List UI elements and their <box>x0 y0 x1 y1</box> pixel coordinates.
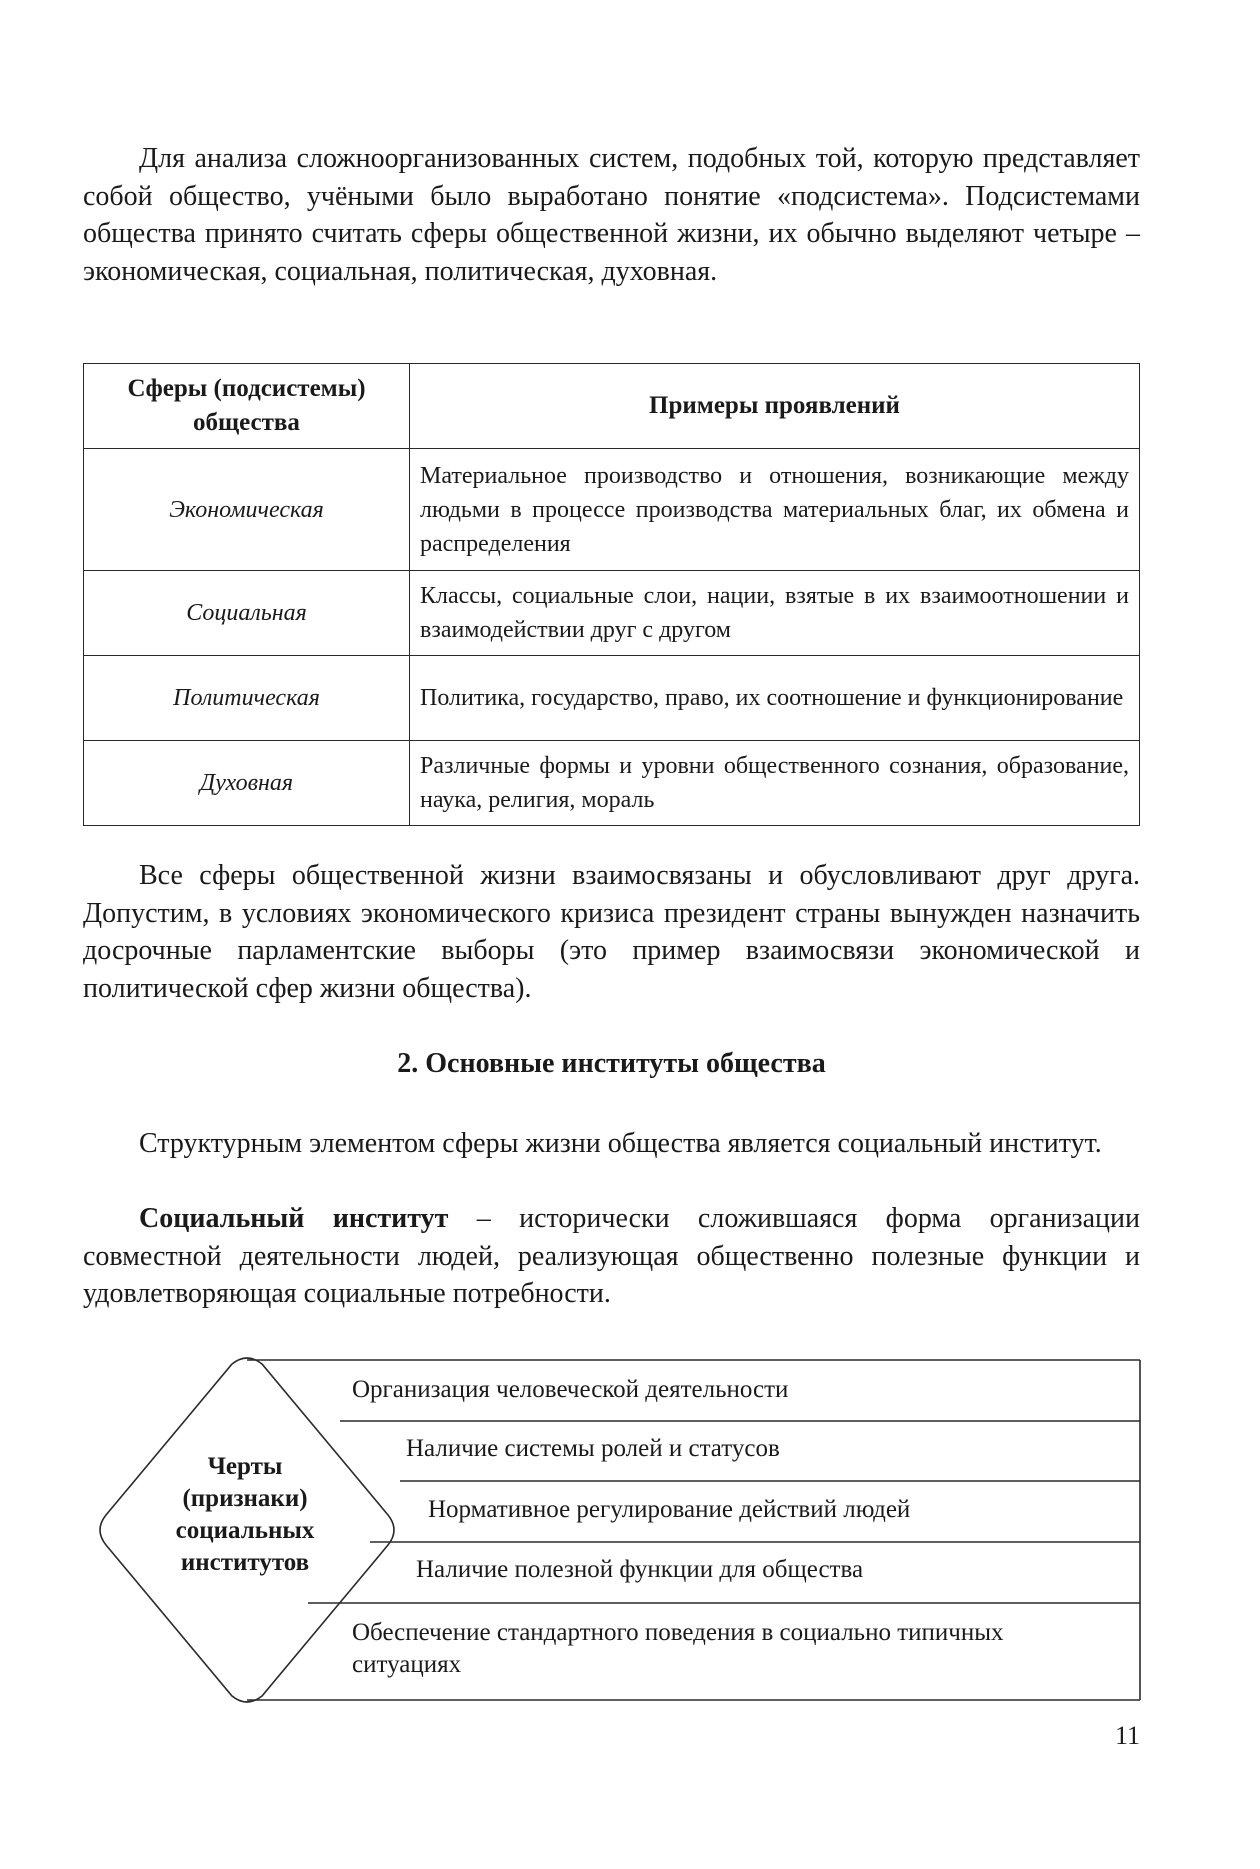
sphere-description: Политика, государство, право, их соотношение и функционирование <box>410 656 1140 741</box>
table-row <box>84 656 1140 741</box>
feature-item: Наличие полезной функции для общества <box>416 1556 864 1583</box>
definition-term: Социальный институт <box>139 1203 449 1234</box>
sphere-description: Различные формы и уровни общественного сознания, образование, наука, религия, мораль <box>410 741 1140 826</box>
table-header-examples: Примеры проявлений <box>410 364 1140 449</box>
feature-item: Обеспечение стандартного поведения в социально типичных ситуациях <box>352 1619 1004 1678</box>
sphere-name: Политическая <box>84 656 410 741</box>
table-header-row <box>84 364 1140 449</box>
sphere-description: Материальное производство и отношения, возникающие между людьми в процессе производства материальных благ, их обмена и распределения <box>410 449 1140 571</box>
feature-item: Организация человеческой деятельности <box>352 1376 789 1403</box>
diagram-center-label: Черты (признаки) социальных институтов <box>175 1453 315 1576</box>
diamond-shape <box>100 1358 394 1702</box>
table-row <box>84 741 1140 826</box>
spheres-table <box>83 363 1140 826</box>
sphere-description: Классы, социальные слои, нации, взятые в их взаимоотношении и взаимодействии друг с другом <box>410 571 1140 656</box>
intro-paragraph: Для анализа сложноорганизованных систем, подобных той, которую представляет собой общество, учёными было выработано понятие «подсистема». Подсистемами общества принято считать сферы общественной жизни, их обычно выделяют четыре – экономическая, социальная, политическая, духовная. <box>83 143 1140 287</box>
section-heading: 2. Основные институты общества <box>397 1048 826 1079</box>
table-header-spheres: Сферы (подсистемы) общества <box>84 364 410 449</box>
page-number: 11 <box>1114 1721 1140 1750</box>
sphere-name: Экономическая <box>84 449 410 571</box>
sphere-name: Социальная <box>84 571 410 656</box>
table-row <box>84 449 1140 571</box>
structure-paragraph: Структурным элементом сферы жизни общества является социальный институт. <box>139 1128 1102 1159</box>
sphere-name: Духовная <box>84 741 410 826</box>
feature-item: Нормативное регулирование действий людей <box>428 1496 911 1523</box>
table-row <box>84 571 1140 656</box>
interconnection-paragraph: Все сферы общественной жизни взаимосвязаны и обусловливают друг друга. Допустим, в условиях экономического кризиса президент страны вынужден назначить досрочные парламентские выборы (это пример взаимосвязи экономической и политической сфер жизни общества). <box>83 860 1140 1004</box>
feature-item: Наличие системы ролей и статусов <box>406 1435 780 1462</box>
definition-paragraph <box>83 1200 1140 1313</box>
definition-text: – исторически сложившаяся форма организации совместной деятельности людей, реализующая общественно полезные функции и удовлетворяющая социальные потребности. <box>83 1203 1141 1309</box>
